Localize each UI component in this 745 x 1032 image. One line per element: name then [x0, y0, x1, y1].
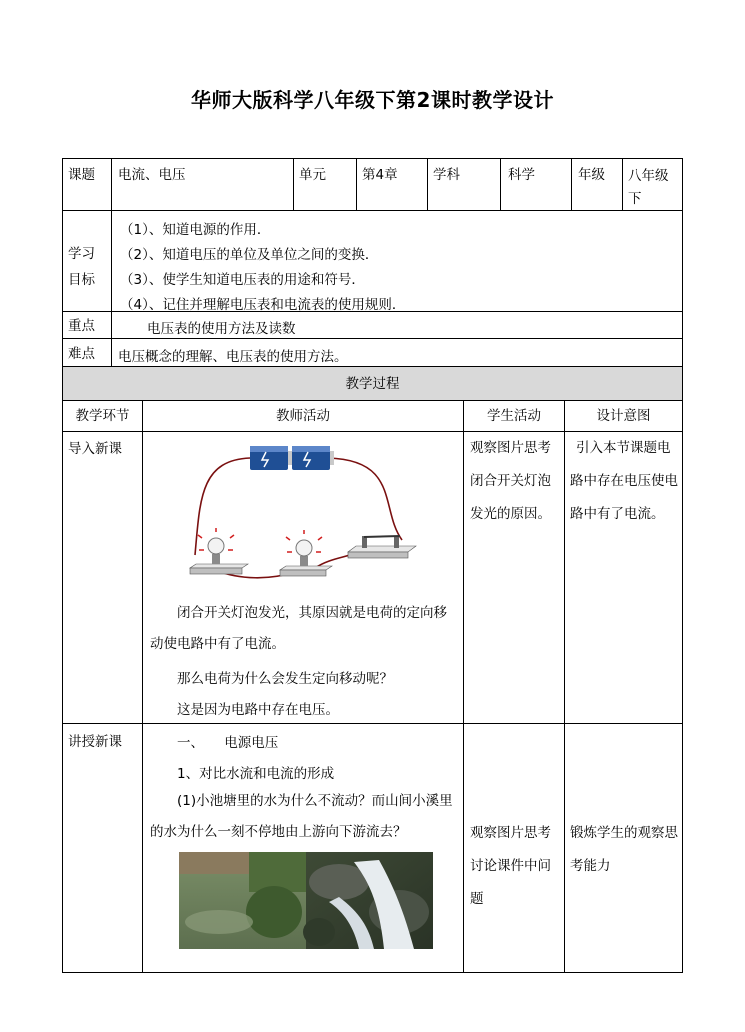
col-stage: 教学环节: [75, 408, 130, 424]
row1-intent: 引入本节课题电路中存在电压使电路中有了电流。: [570, 440, 678, 522]
goals-label: 学习目标: [68, 246, 95, 288]
pond-stream-image: [179, 852, 433, 949]
col-student: 学生活动: [487, 408, 541, 424]
col-teacher: 教师活动: [276, 408, 330, 424]
subject-value: 科学: [508, 167, 535, 183]
goal-item-4: （4）、记住并理解电压表和电流表的使用规则．: [120, 297, 406, 313]
row2-stage: 讲授新课: [68, 734, 122, 750]
topic-label: 课题: [68, 167, 95, 183]
grade-label: 年级: [578, 167, 605, 183]
row1-teacher-para3: 这是因为电路中存在电压。: [177, 702, 339, 718]
row2-teacher-para: (1)小池塘里的水为什么不流动？而山间小溪里的水为什么一刻不停地由上游向下游流去？: [150, 793, 453, 840]
topic-value: 电流、电压: [118, 167, 186, 183]
goal-item-2: （2）、知道电压的单位及单位之间的变换．: [120, 247, 379, 263]
row1-stage: 导入新课: [68, 441, 122, 457]
goal-item-3: （3）、使学生知道电压表的用途和符号．: [120, 272, 365, 288]
row2-intent: 锻炼学生的观察思考能力: [570, 825, 678, 874]
row1-teacher-para1: 闭合开关灯泡发光，其原因就是电荷的定向移动使电路中有了电流。: [150, 605, 447, 652]
key-point-label: 重点: [68, 318, 95, 334]
unit-value: 第4章: [362, 167, 398, 183]
subject-label: 学科: [433, 167, 460, 183]
process-header: 教学过程: [345, 376, 400, 392]
difficulty-label: 难点: [68, 346, 95, 362]
unit-label: 单元: [299, 167, 326, 183]
circuit-image: [180, 440, 420, 580]
row2-teacher-line1: 1、对比水流和电流的形成: [177, 766, 335, 782]
goal-item-1: （1）、知道电源的作用．: [120, 222, 271, 238]
row2-teacher-heading: 一、 电源电压: [177, 735, 279, 751]
grade-value: 八年级下: [628, 168, 669, 207]
difficulty-value: 电压概念的理解、电压表的使用方法。: [118, 349, 348, 365]
row1-teacher-para2: 那么电荷为什么会发生定向移动呢？: [177, 671, 393, 687]
row1-student: 观察图片思考闭合开关灯泡发光的原因。: [470, 440, 551, 522]
document-title: 华师大版科学八年级下第2课时教学设计: [191, 88, 554, 112]
row2-student: 观察图片思考讨论课件中问题: [470, 825, 551, 907]
key-point-value: 电压表的使用方法及读数: [147, 321, 296, 337]
col-intent: 设计意图: [596, 408, 651, 424]
